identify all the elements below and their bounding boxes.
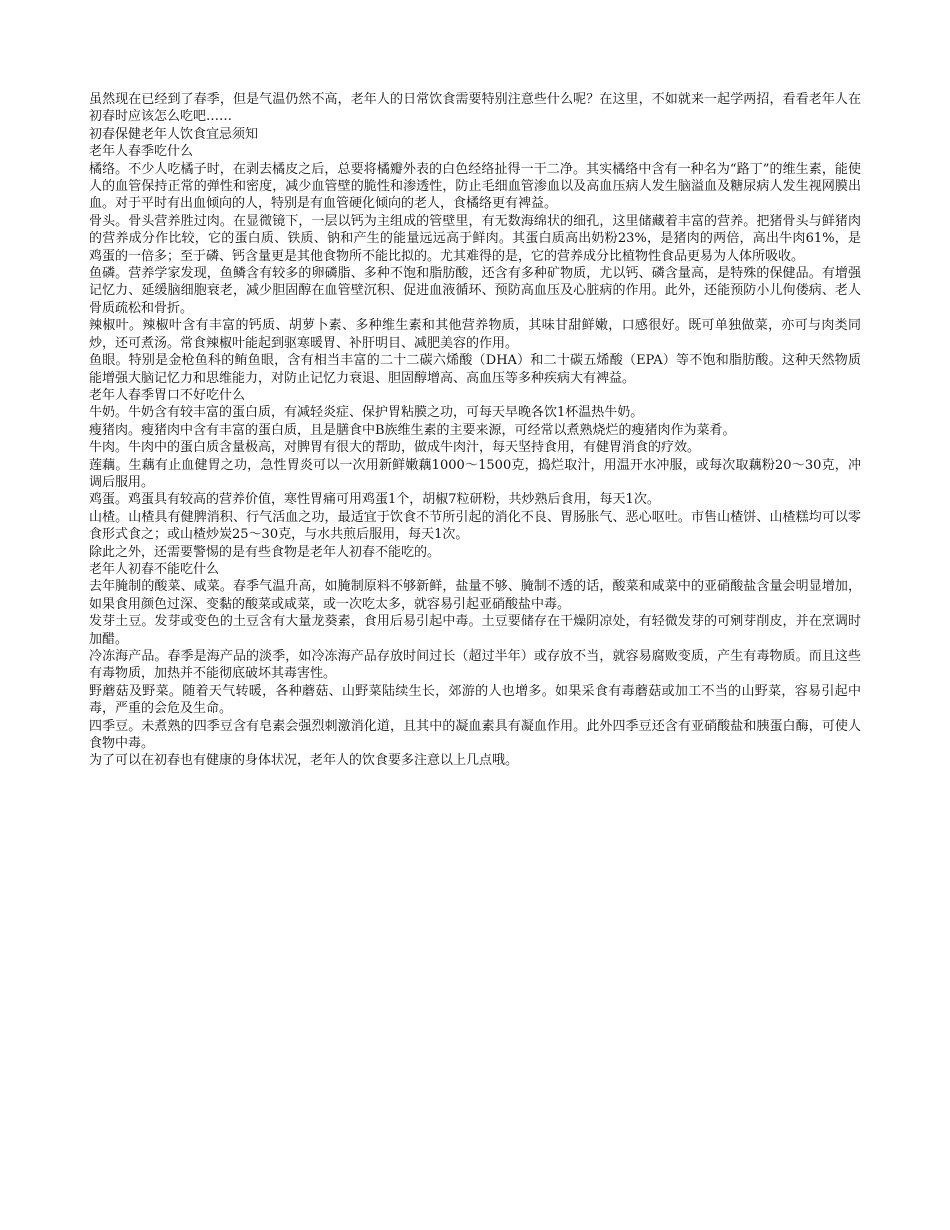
- paragraph-fish-eye: 鱼眼。特别是金枪鱼科的鲔鱼眼，含有相当丰富的二十二碳六烯酸（DHA）和二十碳五烯酸（EPA）等不饱和脂肪酸。这种天然物质能增强大脑记忆力和思维能力，对防止记忆力衰退、胆固醇增高、高血压等多种疾病大有裨益。: [89, 353, 861, 386]
- paragraph-wild-mushroom: 野蘑菇及野菜。随着天气转暖，各种蘑菇、山野菜陆续生长，郊游的人也增多。如果采食有毒蘑菇或加工不当的山野菜，容易引起中毒，严重的会危及生命。: [89, 683, 861, 717]
- paragraph-frozen-seafood: 冷冻海产品。春季是海产品的淡季，如冷冻海产品存放时间过长（超过半年）或存放不当，就容易腐败变质，产生有毒物质。而且这些有毒物质，加热并不能彻底破坏其毒害性。: [89, 649, 861, 682]
- paragraph-milk: 牛奶。牛奶含有较丰富的蛋白质，有减轻炎症、保护胃粘膜之功，可每天早晚各饮1杯温热牛奶。: [89, 405, 644, 421]
- paragraph-bone: 骨头。骨头营养胜过肉。在显微镜下，一层以钙为主组成的管壁里，有无数海绵状的细孔，这里储藏着丰富的营养。把猪骨头与鲜猪肉的营养成分作比较，它的蛋白质、铁质、钠和产生的能量远远高于鲜肉。其蛋白质高出奶粉23%，是猪肉的两倍，高出牛肉61%，是鸡蛋的一倍多；至于磷、钙含量更是其他食物所不能比拟的。尤其难得的是，它的营养成分比植物性食品更易为人体所吸收。: [89, 213, 861, 264]
- article-conclusion: 为了可以在初春也有健康的身体状况，老年人的饮食要多注意以上几点哦。: [89, 753, 519, 769]
- paragraph-orange-pith: 橘络。不少人吃橘子时，在剥去橘皮之后，总要将橘瓣外表的白色经络扯得一干二净。其实橘络中含有一种名为“路丁”的维生素，能使人的血管保持正常的弹性和密度，减少血管壁的脆性和渗透性，防止毛细血管渗血以及高血压病人发生脑溢血及糖尿病人发生视网膜出血。对于平时有出血倾向的人，特别是有血管硬化倾向的老人，食橘络更有裨益。: [89, 161, 861, 212]
- article-title: 初春保健老年人饮食宜忌须知: [89, 126, 259, 142]
- paragraph-lean-pork: 瘦猪肉。瘦猪肉中含有丰富的蛋白质，且是膳食中B族维生素的主要来源，可经常以煮熟烧烂的瘦猪肉作为菜肴。: [89, 422, 736, 438]
- section-heading-spring-foods: 老年人春季吃什么: [89, 144, 194, 160]
- paragraph-beef: 牛肉。牛肉中的蛋白质含量极高，对脾胃有很大的帮助，做成牛肉汁，每天坚持食用，有健胃消食的疗效。: [89, 440, 701, 456]
- paragraph-transition: 除此之外，还需要警惕的是有些食物是老年人初春不能吃的。: [89, 544, 441, 560]
- paragraph-sprouted-potato: 发芽土豆。发芽或变色的土豆含有大量龙葵素，食用后易引起中毒。土豆要储存在干燥阴凉处，有轻微发芽的可剜芽削皮，并在烹调时加醋。: [89, 614, 861, 647]
- section-heading-poor-appetite: 老年人春季胃口不好吃什么: [89, 387, 246, 403]
- paragraph-pickles: 去年腌制的酸菜、咸菜。春季气温升高，如腌制原料不够新鲜，盐量不够、腌制不透的话，酸菜和咸菜中的亚硝酸盐含量会明显增加，如果食用颜色过深、变黏的酸菜或咸菜，或一次吃太多，就容易引起亚硝酸盐中毒。: [89, 579, 861, 612]
- paragraph-fish-scale: 鱼磷。营养学家发现，鱼鳞含有较多的卵磷脂、多种不饱和脂肪酸，还含有多种矿物质，尤以钙、磷含量高，是特殊的保健品。有增强记忆力、延缓脑细胞衰老，减少胆固醇在血管壁沉积、促进血液循环、预防高血压及心脏病的作用。此外，还能预防小儿佝偻病、老人骨质疏松和骨折。: [89, 266, 861, 316]
- paragraph-lotus-root: 莲藕。生藕有止血健胃之功，急性胃炎可以一次用新鲜嫩藕1000～1500克，捣烂取汁，用温开水冲服，或每次取藕粉20～30克，冲调后服用。: [89, 457, 861, 490]
- paragraph-egg: 鸡蛋。鸡蛋具有较高的营养价值，寒性胃痛可用鸡蛋1个，胡椒7粒研粉，共炒熟后食用，每天1次。: [89, 492, 660, 508]
- section-heading-avoid-foods: 老年人初春不能吃什么: [89, 561, 220, 577]
- paragraph-green-bean: 四季豆。未煮熟的四季豆含有皂素会强烈刺激消化道，且其中的凝血素具有凝血作用。此外四季豆还含有亚硝酸盐和胰蛋白酶，可使人食物中毒。: [89, 718, 861, 752]
- article: [89, 91, 861, 770]
- article-intro: 虽然现在已经到了春季，但是气温仍然不高，老年人的日常饮食需要特别注意些什么呢？在这里，不如就来一起学两招，看看老年人在初春时应该怎么吃吧……: [89, 92, 861, 125]
- paragraph-hawthorn: 山楂。山楂具有健脾消积、行气活血之功，最适宜于饮食不节所引起的消化不良、胃肠胀气、恶心呕吐。市售山楂饼、山楂糕均可以零食形式食之；或山楂炒炭25～30克，与水共煎后服用，每天1次。: [89, 509, 861, 543]
- paragraph-pepper-leaf: 辣椒叶。辣椒叶含有丰富的钙质、胡萝卜素、多种维生素和其他营养物质，其味甘甜鲜嫩，口感很好。既可单独做菜，亦可与肉类同炒，还可煮汤。常食辣椒叶能起到驱寒暖胃、补肝明目、减肥美容的作用。: [89, 318, 861, 351]
